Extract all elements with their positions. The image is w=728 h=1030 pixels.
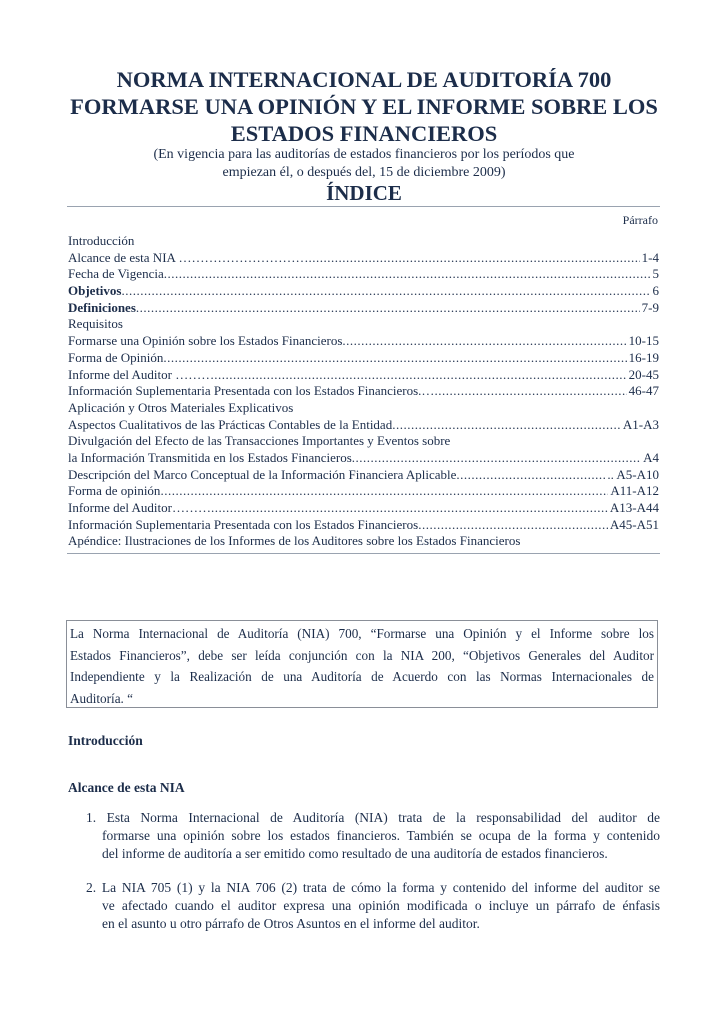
toc-entry-label: Alcance de esta NIA ………………………… (68, 249, 309, 265)
toc-entry-label: Descripción del Marco Conceptual de la Información Financiera Aplicable (68, 466, 457, 482)
title-line: ESTADOS FINANCIEROS (230, 121, 498, 146)
toc-entry (68, 400, 659, 417)
section-heading-alcance: Alcance de esta NIA (68, 780, 185, 795)
section-heading-introduccion: Introducción (68, 733, 143, 748)
notice-line (70, 688, 654, 710)
toc-entry (68, 433, 659, 450)
toc-entry-label: Requisitos (68, 316, 123, 332)
paragraph-line: formarse una opinión sobre los estados financieros. También se ocupa de la forma y contenido (102, 828, 660, 844)
toc-entry (68, 300, 659, 317)
effective-date-note (110, 146, 618, 182)
toc-entry-paragraph-ref: A1-A3 (622, 416, 659, 432)
toc-entry (68, 350, 659, 367)
notice-line (70, 666, 654, 688)
toc-dot-leader (352, 450, 641, 467)
paragraph-2 (86, 879, 660, 934)
toc-entry-paragraph-ref: 46-47 (628, 383, 659, 399)
toc-entry-label: Información Suplementaria Presentada con los Estados Financieros (68, 516, 419, 532)
toc-dot-leader (121, 283, 650, 300)
toc-entry-paragraph-ref: 1-4 (641, 249, 659, 265)
subtitle-line: empiezan él, o después del, 15 de diciembre 2009) (222, 165, 506, 180)
toc-entry-label: Introducción (68, 233, 135, 248)
toc-entry-label: Divulgación del Efecto de las Transacciones Importantes y Eventos sobre (68, 433, 451, 449)
toc-entry-paragraph-ref: 16-19 (628, 349, 659, 365)
paragraph-line: en el asunto u otro párrafo de Otros Asuntos en el informe del auditor. (102, 916, 480, 932)
toc-entry (68, 266, 659, 283)
index-heading: ÍNDICE (326, 181, 402, 205)
document-title (60, 66, 668, 147)
paragraph-line: del informe de auditoría a ser emitido como resultado de una auditoría de estados financieros. (102, 846, 608, 862)
toc-entry-label: Forma de opinión (68, 483, 161, 499)
toc-dot-leader (434, 383, 626, 400)
toc-entry-label: Objetivos (68, 283, 122, 299)
toc-dot-leader (214, 367, 626, 384)
toc-entry (68, 417, 659, 434)
table-of-contents (68, 233, 659, 550)
toc-entry-paragraph-ref: A13-A44 (609, 500, 659, 515)
toc-entry-label: Definiciones (68, 299, 136, 315)
toc-entry (68, 250, 659, 267)
toc-dot-leader (164, 266, 651, 283)
paragraph-line: ve afectado cuando el auditor expresa una opinión modificada o incluye un párrafo de énfasis (102, 898, 660, 914)
toc-dot-leader (418, 517, 608, 534)
subtitle-line: (En vigencia para las auditorías de estados financieros por los períodos que (153, 147, 575, 162)
toc-dot-leader (136, 300, 640, 317)
notice-text: Estados Financieros”, debe ser leída conjunción con la NIA 200, “Objetivos Generales del Auditor (70, 647, 654, 663)
bottom-divider (67, 553, 660, 554)
toc-entry-label: Aplicación y Otros Materiales Explicativos (68, 399, 294, 415)
toc-entry (68, 467, 659, 484)
toc-entry (68, 316, 659, 333)
toc-entry (68, 500, 659, 517)
toc-dot-leader (456, 467, 605, 484)
paragraph-line: 2. La NIA 705 (1) y la NIA 706 (2) trata de cómo la forma y contenido del informe del auditor se (86, 880, 660, 895)
paragraph-line: 1. Esta Norma Internacional de Auditoría (NIA) trata de la responsabilidad del auditor de (86, 810, 660, 825)
toc-entry (68, 517, 659, 534)
toc-entry-label: Información Suplementaria Presentada con los Estados Financieros.… (68, 383, 435, 399)
toc-entry-label: Apéndice: Ilustraciones de los Informes de los Auditores sobre los Estados Financieros (68, 533, 521, 549)
toc-entry-label: Aspectos Cualitativos de las Prácticas Contables de la Entidad (68, 416, 393, 432)
notice-text: La Norma Internacional de Auditoría (NIA) 700, “Formarse una Opinión y el Informe sobre los (70, 626, 654, 641)
toc-entry-paragraph-ref: A11-A12 (610, 483, 659, 499)
paragraph-column-label: Párrafo (622, 213, 658, 227)
notice-text: Independiente y la Realización de una Auditoría de Acuerdo con las Normas Internacionales de (70, 669, 654, 684)
notice-line (70, 645, 654, 667)
toc-entry (68, 383, 659, 400)
toc-dot-leader (163, 350, 626, 367)
toc-entry-label: Formarse una Opinión sobre los Estados Financieros (68, 333, 343, 349)
toc-entry-label: Forma de Opinión (68, 349, 164, 365)
toc-entry (68, 367, 659, 384)
toc-entry-paragraph-ref: A45-A51 (609, 516, 659, 532)
toc-dot-leader (160, 483, 608, 500)
toc-entry-paragraph-ref: .. A5-A10 (607, 466, 659, 482)
toc-entry-label: Fecha de Vigencia (68, 266, 164, 282)
toc-entry (68, 283, 659, 300)
notice-box (66, 620, 658, 708)
toc-dot-leader (308, 250, 639, 267)
paragraph-1 (86, 809, 660, 864)
toc-entry-paragraph-ref: 10-15 (628, 333, 659, 349)
toc-entry (68, 450, 659, 467)
toc-dot-leader (342, 333, 626, 350)
top-divider (67, 206, 660, 207)
notice-text: Auditoría. “ (70, 690, 133, 706)
toc-entry (68, 233, 659, 250)
toc-entry-label: la Información Transmitida en los Estados Financieros (68, 449, 352, 465)
toc-dot-leader (392, 417, 621, 434)
toc-entry (68, 483, 659, 500)
toc-entry-paragraph-ref: 7-9 (641, 299, 659, 315)
toc-entry (68, 533, 659, 550)
toc-entry-paragraph-ref: 6 (652, 283, 659, 299)
title-line: FORMARSE UNA OPINIÓN Y EL INFORME SOBRE LOS (70, 94, 658, 119)
toc-entry-label: Informe del Auditor……… (68, 500, 211, 515)
title-line: NORMA INTERNACIONAL DE AUDITORÍA 700 (116, 67, 612, 92)
toc-entry-paragraph-ref: A4 (643, 449, 659, 465)
toc-dot-leader (211, 500, 608, 517)
toc-entry-paragraph-ref: 20-45 (628, 366, 659, 382)
toc-entry-label: Informe del Auditor ……… (68, 366, 215, 382)
notice-line (70, 623, 654, 645)
toc-entry (68, 333, 659, 350)
toc-entry-paragraph-ref: 5 (652, 266, 659, 282)
